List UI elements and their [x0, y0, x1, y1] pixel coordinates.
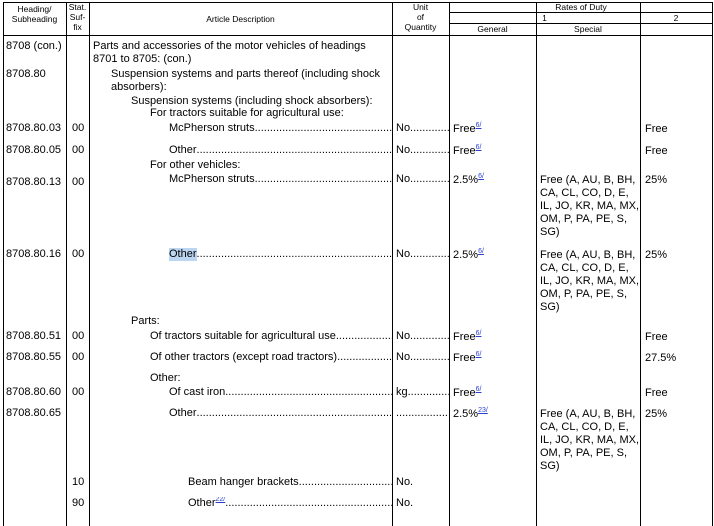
description-row: [169, 144, 392, 157]
header-text: Heading/: [17, 4, 52, 14]
column-2-rate: 25%: [645, 174, 668, 186]
unit-text: No.: [396, 330, 414, 342]
dot-leader: [225, 386, 392, 399]
heading-column-header: [3, 4, 66, 24]
dot-leader: [299, 476, 392, 489]
heading-code: 8708.80.03: [6, 122, 62, 134]
special-rate: Free (A, AU, B, BH, CA, CL, CO, D, E, IL, JO, KR, MA, MX, OM, P, PA, PE, S, SG): [540, 408, 640, 472]
description-other-heading: Other:: [150, 372, 181, 384]
heading-code: 8708 (con.): [6, 40, 62, 52]
special-header: Special: [574, 24, 602, 34]
unit-cell: [396, 386, 449, 399]
rates-of-duty-header: Rates of Duty: [555, 2, 607, 12]
description-row: [169, 173, 392, 186]
dot-leader: [255, 173, 392, 186]
description-text: McPherson struts: [169, 173, 255, 185]
description-suspension-systems: Suspension systems (including shock absorbers):: [131, 95, 373, 107]
header-text: Suf-: [69, 12, 86, 22]
unit-text: No.: [396, 144, 414, 156]
description-row: [188, 497, 392, 510]
general-rate: [453, 145, 481, 158]
rate-column-1-header: 1: [542, 13, 547, 23]
stat-suffix: 00: [72, 144, 85, 156]
unit-cell: [396, 351, 449, 364]
footnote-link[interactable]: 6/: [475, 351, 482, 358]
description-row: [169, 407, 392, 420]
dot-leader: [197, 144, 392, 157]
heading-code: 8708.80: [6, 68, 46, 80]
general-rate: [453, 174, 484, 187]
header-text: Subheading: [11, 14, 58, 24]
unit-cell: [396, 122, 449, 135]
dot-leader: [336, 330, 392, 343]
unit-cell: [396, 330, 449, 343]
description-text: Other: [169, 407, 197, 419]
unit-text: No.: [396, 497, 414, 509]
column-2-rate: Free: [645, 387, 668, 399]
dot-leader: [413, 351, 449, 364]
heading-code: 8708.80.13: [6, 176, 62, 188]
dot-leader: [413, 122, 449, 135]
dot-leader: [413, 144, 449, 157]
column-2-rate: Free: [645, 331, 668, 343]
heading-code: 8708.80.05: [6, 144, 62, 156]
dot-leader: [413, 248, 449, 261]
heading-code: 8708.80.60: [6, 386, 62, 398]
unit-text: No.: [396, 351, 414, 363]
description-row: [169, 248, 392, 261]
stat-suffix: 10: [72, 476, 85, 488]
description-row: [188, 476, 392, 489]
article-description-header: Article Description: [206, 14, 275, 24]
unit-cell: [396, 248, 449, 261]
description-for-agricultural-tractors: For tractors suitable for agricultural use:: [150, 107, 344, 119]
footnote-link[interactable]: 6/: [478, 248, 484, 255]
stat-suffix: 00: [72, 122, 85, 134]
rate-text: Free: [453, 145, 476, 157]
rate-text: 2.5%: [453, 174, 479, 186]
dot-leader: [225, 497, 392, 510]
header-text: of: [416, 12, 425, 22]
description-text: [188, 497, 225, 510]
description-text: Of other tractors (except road tractors): [150, 351, 338, 363]
description-row: [169, 386, 392, 399]
dot-leader: [408, 386, 449, 399]
heading-code: 8708.80.65: [6, 407, 62, 419]
dot-leader: [413, 173, 449, 186]
stat-suffix: 00: [72, 386, 85, 398]
grid-line: [89, 2, 90, 526]
footnote-link[interactable]: 6/: [475, 122, 482, 129]
dot-leader: [413, 330, 449, 343]
description-for-other-vehicles: For other vehicles:: [150, 159, 241, 171]
rate-text: 2.5%: [453, 249, 479, 261]
stat-suffix: 00: [72, 351, 85, 363]
grid-line: [640, 2, 641, 526]
rate-text: Free: [453, 331, 476, 343]
stat-suffix: 00: [72, 176, 85, 188]
column-2-rate: 27.5%: [645, 352, 677, 364]
tariff-table: [3, 2, 714, 526]
rate-text: Free: [453, 387, 476, 399]
column-2-rate: 25%: [645, 249, 668, 261]
footnote-link[interactable]: 6/: [475, 144, 482, 151]
unit-cell: [396, 144, 449, 157]
header-text: fix: [73, 22, 82, 32]
stat-suffix: 00: [72, 248, 85, 260]
footnote-link[interactable]: 23/: [478, 407, 488, 414]
description-text: Of tractors suitable for agricultural use: [150, 330, 336, 342]
grid-line: [712, 2, 713, 526]
dot-leader: [396, 407, 449, 420]
column-2-rate: Free: [645, 145, 668, 157]
stat-suffix-column-header: [66, 2, 89, 32]
dot-leader: [337, 351, 392, 364]
grid-line: [3, 35, 713, 36]
grid-line: [536, 2, 537, 526]
general-rate: [453, 408, 488, 421]
stat-suffix: 90: [72, 497, 85, 509]
general-rate: [453, 352, 481, 365]
description-text: Other: [169, 144, 197, 156]
special-rate: Free (A, AU, B, BH, CA, CL, CO, D, E, IL, JO, KR, MA, MX, OM, P, PA, PE, S, SG): [540, 249, 640, 313]
description-heading-8708: Parts and accessories of the motor vehicles of headings 8701 to 8705: (con.): [93, 40, 366, 65]
header-text: Quantity: [404, 22, 437, 32]
unit-text: No.: [396, 173, 414, 185]
unit-text: kg: [396, 386, 408, 398]
description-suspension-systems-parts: Suspension systems and parts thereof (including shock absorbers):: [111, 68, 381, 93]
description-word: Other: [188, 497, 216, 509]
general-rate: [453, 387, 481, 400]
description-text: Beam hanger brackets: [188, 476, 299, 488]
grid-line: [449, 2, 450, 526]
footnote-link[interactable]: 22/: [215, 497, 226, 503]
stat-suffix: 00: [72, 330, 85, 342]
unit-cell: [396, 173, 449, 186]
unit-text: No.: [396, 122, 414, 134]
grid-line: [3, 2, 4, 526]
footnote-link[interactable]: 6/: [475, 386, 482, 393]
description-text: McPherson struts: [169, 122, 255, 134]
column-2-rate: Free: [645, 123, 668, 135]
general-rate: [453, 249, 484, 262]
rate-text: Free: [453, 352, 476, 364]
heading-code: 8708.80.55: [6, 351, 62, 363]
description-row: [150, 330, 392, 343]
grid-line: [392, 2, 393, 526]
rate-text: 2.5%: [453, 408, 479, 420]
unit-text: No.: [396, 476, 414, 488]
general-rate: [453, 123, 481, 136]
footnote-link[interactable]: 6/: [475, 330, 482, 337]
header-text: Unit: [412, 2, 429, 12]
heading-code: 8708.80.51: [6, 330, 62, 342]
general-header: General: [477, 24, 508, 34]
unit-of-quantity-header: [392, 2, 449, 32]
grid-line: [66, 2, 67, 526]
header-text: Stat.: [68, 2, 87, 12]
description-parts: Parts:: [131, 315, 160, 327]
special-rate: Free (A, AU, B, BH, CA, CL, CO, D, E, IL, JO, KR, MA, MX, OM, P, PA, PE, S, SG): [540, 174, 640, 238]
general-rate: [453, 331, 481, 344]
rate-column-2-header: 2: [673, 13, 679, 23]
unit-cell: [396, 407, 449, 420]
description-text: Of cast iron: [169, 386, 226, 398]
dot-leader: [197, 407, 392, 420]
description-row: [150, 351, 392, 364]
unit-text: No.: [396, 248, 414, 260]
footnote-link[interactable]: 6/: [478, 173, 484, 180]
dot-leader: [255, 122, 392, 135]
selected-description-text[interactable]: Other: [169, 248, 197, 260]
dot-leader: [197, 248, 392, 261]
description-row: [169, 122, 392, 135]
rate-text: Free: [453, 123, 476, 135]
column-2-rate: 25%: [645, 408, 668, 420]
heading-code: 8708.80.16: [6, 248, 62, 260]
